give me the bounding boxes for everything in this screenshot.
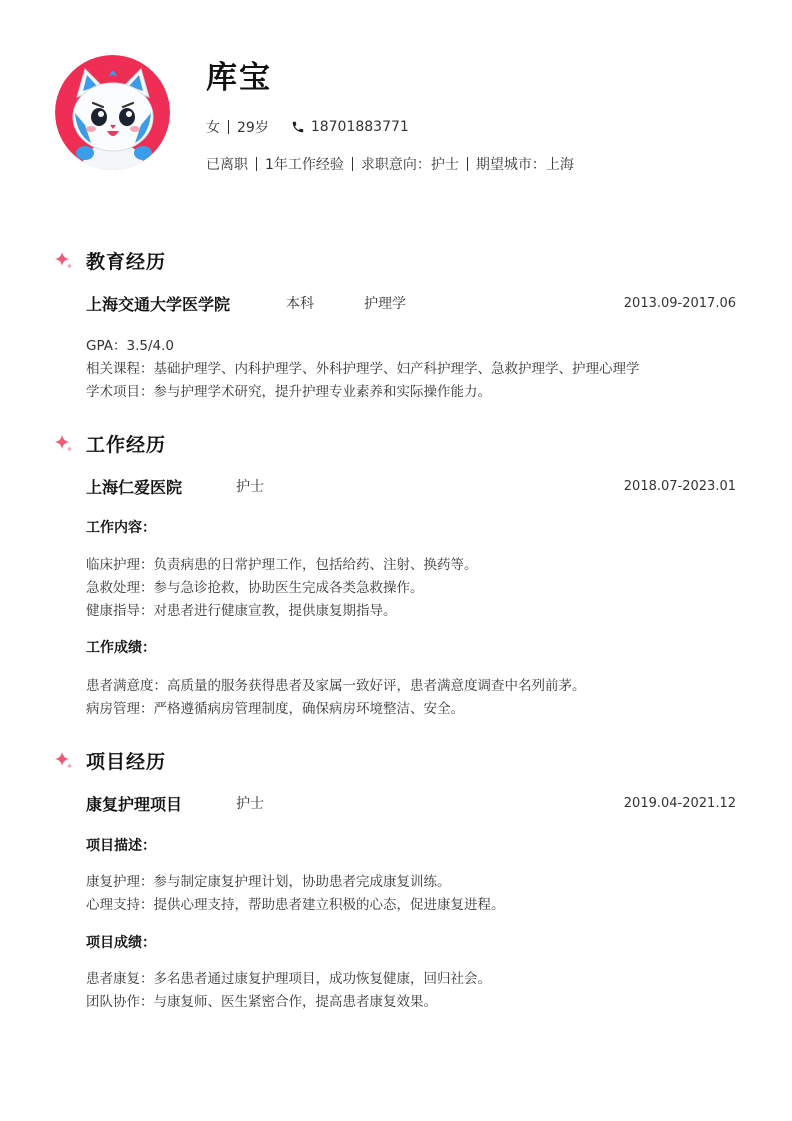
major: 护理学 xyxy=(364,296,406,312)
company-name: 上海仁爱医院 xyxy=(86,477,183,497)
education-detail: GPA：3.5/4.0 xyxy=(86,338,174,354)
education-date: 2013.09-2017.06 xyxy=(623,295,736,311)
section-title: 教育经历 xyxy=(86,251,167,273)
divider xyxy=(256,157,257,171)
work-content-item: 急救处理：参与急诊抢救，协助医生完成各类急救操作。 xyxy=(86,580,424,596)
project-date: 2019.04-2021.12 xyxy=(623,795,736,811)
avatar xyxy=(55,55,170,170)
work-result-title: 工作成绩： xyxy=(86,640,156,656)
sparkle-icon xyxy=(54,751,74,771)
education-section-header xyxy=(54,247,166,274)
work-date: 2018.07-2023.01 xyxy=(623,478,736,494)
project-entry-header xyxy=(86,792,736,814)
school-name: 上海交通大学医学院 xyxy=(86,294,231,314)
work-content-title: 工作内容： xyxy=(86,520,156,536)
candidate-name: 库宝 xyxy=(206,60,272,96)
divider xyxy=(467,157,468,171)
work-result-item: 病房管理：严格遵循病房管理制度，确保病房环境整洁、安全。 xyxy=(86,701,464,717)
job-info-line xyxy=(206,154,574,174)
project-result-title: 项目成绩： xyxy=(86,935,156,951)
section-title: 工作经历 xyxy=(86,434,167,456)
project-name: 康复护理项目 xyxy=(86,794,183,814)
project-role: 护士 xyxy=(236,796,264,812)
project-section-header xyxy=(54,747,166,774)
sparkle-icon xyxy=(54,251,74,271)
divider xyxy=(352,157,353,171)
job-status: 已离职 xyxy=(206,157,248,173)
work-content-item: 临床护理：负责病患的日常护理工作，包括给药、注射、换药等。 xyxy=(86,557,478,573)
work-content-item: 健康指导：对患者进行健康宣教，提供康复期指导。 xyxy=(86,603,397,619)
education-detail: 相关课程：基础护理学、内科护理学、外科护理学、妇产科护理学、急救护理学、护理心理学 xyxy=(86,361,640,377)
section-title: 项目经历 xyxy=(86,751,167,773)
project-result-item: 团队协作：与康复师、医生紧密合作，提高患者康复效果。 xyxy=(86,994,437,1010)
divider xyxy=(228,120,229,134)
work-experience: 1年工作经验 xyxy=(265,157,344,173)
age: 29岁 xyxy=(237,120,269,136)
project-desc-item: 心理支持：提供心理支持，帮助患者建立积极的心态，促进康复进程。 xyxy=(86,897,505,913)
education-detail: 学术项目：参与护理学术研究，提升护理专业素养和实际操作能力。 xyxy=(86,384,491,400)
phone-number: 18701883771 xyxy=(310,119,409,135)
work-entry-header xyxy=(86,475,736,497)
project-desc-title: 项目描述： xyxy=(86,838,156,854)
project-result-item: 患者康复：多名患者通过康复护理项目，成功恢复健康，回归社会。 xyxy=(86,971,491,987)
degree: 本科 xyxy=(286,296,314,312)
expected-city: 期望城市：上海 xyxy=(475,157,574,173)
project-desc-item: 康复护理：参与制定康复护理计划，协助患者完成康复训练。 xyxy=(86,874,451,890)
sparkle-icon xyxy=(54,434,74,454)
gender: 女 xyxy=(206,120,220,136)
job-intent: 求职意向：护士 xyxy=(360,157,459,173)
cat-avatar-icon xyxy=(55,55,170,170)
work-result-item: 患者满意度：高质量的服务获得患者及家属一致好评，患者满意度调查中名列前茅。 xyxy=(86,678,586,694)
job-role: 护士 xyxy=(236,479,264,495)
phone-icon xyxy=(291,120,305,134)
work-section-header xyxy=(54,430,166,457)
education-entry-header xyxy=(86,292,736,314)
basic-info-line xyxy=(206,117,409,137)
